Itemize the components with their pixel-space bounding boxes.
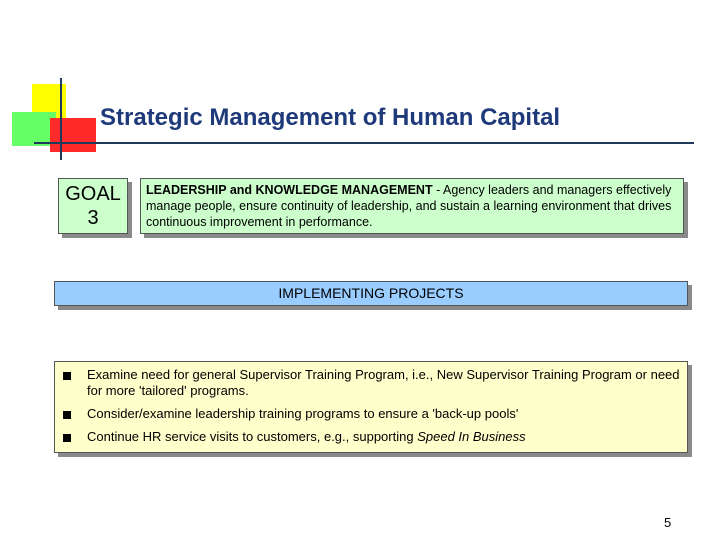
- logo-vertical-line: [60, 78, 62, 160]
- projects-list-box: [54, 361, 688, 453]
- project-item-text: Examine need for general Supervisor Training Program, i.e., New Supervisor Training Program or need for more 'tailored' programs.: [87, 367, 680, 398]
- list-item: [61, 429, 681, 445]
- goal-label: GOAL: [65, 183, 121, 205]
- square-bullet-icon: [63, 434, 71, 442]
- leadership-text: - Agency leaders and managers effectively manage people, ensure continuity of leadership, and sustain a learning environment that drives continuous improvement in performance.: [146, 183, 672, 229]
- projects-list: [61, 367, 681, 445]
- list-item: [61, 406, 681, 422]
- list-item: [61, 367, 681, 399]
- title-underline: [34, 142, 694, 144]
- goal-box: [58, 178, 128, 234]
- project-item-emphasis: Speed In Business: [417, 429, 526, 444]
- implementing-projects-header: IMPLEMENTING PROJECTS: [54, 281, 688, 306]
- goal-number: 3: [87, 207, 99, 229]
- project-item-text: Continue HR service visits to customers, e.g., supporting: [87, 429, 418, 444]
- page-number: 5: [664, 515, 672, 530]
- logo-red-square: [50, 118, 96, 152]
- leadership-heading: LEADERSHIP and KNOWLEDGE MANAGEMENT: [146, 183, 433, 197]
- square-bullet-icon: [63, 372, 71, 380]
- project-item-text: Consider/examine leadership training programs to ensure a 'back-up pools': [87, 406, 519, 421]
- slide-logo-decoration: [0, 0, 100, 170]
- square-bullet-icon: [63, 411, 71, 419]
- leadership-description-box: [140, 178, 684, 234]
- slide-title: Strategic Management of Human Capital: [100, 104, 561, 131]
